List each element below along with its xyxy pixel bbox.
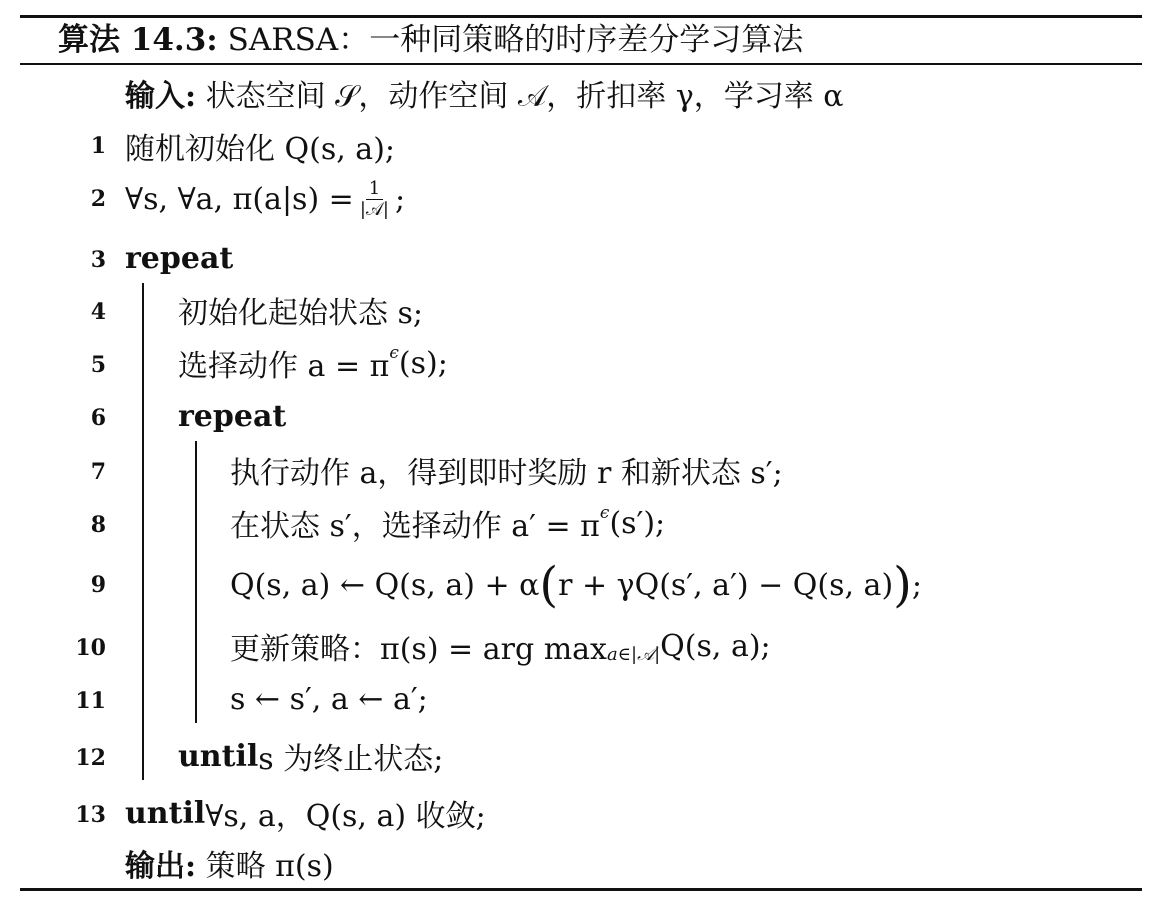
line-12: [178, 738, 444, 777]
bottom-rule: [20, 888, 1142, 891]
outer-loop-bar: [142, 283, 144, 780]
line-2-text: ∀s, ∀a, π(a|s) =: [125, 181, 354, 217]
repeat-keyword-outer: repeat: [125, 240, 234, 276]
line-9-end: ;: [911, 567, 922, 603]
line-number-4: 4: [90, 299, 106, 325]
line-8-text: 在状态 s′，选择动作 a′ = π: [230, 509, 600, 544]
input-text: 状态空间 𝒮，动作空间 𝒜，折扣率 γ，学习率 α: [205, 79, 844, 114]
line-11: [230, 681, 428, 717]
line-number-6: 6: [90, 405, 106, 431]
line-5-end: (s);: [398, 345, 448, 381]
epsilon-superscript: ϵ: [599, 503, 610, 523]
line-number-12: 12: [75, 745, 106, 771]
line-number-13: 13: [75, 802, 106, 828]
line-5-text: 选择动作 a = π: [178, 349, 390, 384]
line-1: [125, 128, 395, 167]
line-number-5: 5: [90, 352, 106, 378]
algorithm-title: [58, 20, 803, 60]
line-3: [125, 240, 233, 276]
line-6: [178, 398, 286, 434]
line-4: [178, 292, 424, 331]
line-2: [125, 176, 405, 222]
input-line: [125, 76, 844, 114]
big-close-paren: ): [893, 557, 912, 613]
line-8: [230, 503, 666, 544]
line-7: [230, 452, 783, 491]
until-keyword-outer: until: [125, 795, 206, 831]
line-number-2: 2: [90, 186, 106, 212]
fraction-numerator: 1: [366, 179, 383, 200]
line-13: [125, 795, 486, 834]
line-number-7: 7: [90, 459, 106, 485]
top-rule: [20, 15, 1142, 18]
algorithm-label: 算法 14.3:: [58, 22, 218, 58]
big-open-paren: (: [539, 557, 559, 613]
input-label: 输入:: [125, 79, 197, 114]
fraction-denominator: |𝒜|: [359, 198, 389, 220]
line-12-text: s 为终止状态;: [258, 742, 444, 777]
line-number-9: 9: [90, 572, 106, 598]
line-number-11: 11: [75, 688, 106, 714]
line-4-text: 初始化起始状态 s;: [178, 296, 424, 331]
algorithm-name: SARSA：一种同策略的时序差分学习算法: [227, 22, 804, 58]
argmax-subscript: a∈|𝒜|: [606, 643, 661, 665]
line-number-3: 3: [90, 247, 106, 273]
header-rule: [20, 63, 1142, 65]
line-13-text: ∀s, a，Q(s, a) 收敛;: [205, 799, 486, 834]
line-9-text: Q(s, a) ← Q(s, a) + α: [230, 567, 540, 603]
output-line: [125, 845, 334, 884]
until-keyword-inner: until: [178, 738, 259, 774]
line-7-text: 执行动作 a，得到即时奖励 r 和新状态 s′;: [230, 456, 783, 491]
epsilon-superscript: ϵ: [389, 343, 399, 363]
line-number-1: 1: [90, 133, 106, 159]
line-5: [178, 343, 448, 384]
inner-loop-bar: [195, 441, 197, 723]
line-number-10: 10: [75, 635, 106, 661]
line-9: [230, 556, 922, 614]
line-9-inner: r + γQ(s′, a′) − Q(s, a): [558, 567, 894, 603]
line-10-end: Q(s, a);: [660, 628, 771, 664]
line-11-text: s ← s′, a ← a′;: [230, 681, 428, 717]
output-text: 策略 π(s): [205, 849, 334, 884]
output-label: 输出:: [125, 849, 197, 884]
line-10-text: 更新策略：π(s) = arg max: [230, 632, 607, 667]
line-2-end: ;: [395, 181, 406, 217]
fraction: [357, 179, 392, 220]
line-number-8: 8: [90, 512, 106, 538]
line-1-text: 随机初始化 Q(s, a);: [125, 132, 395, 167]
line-10: [230, 626, 771, 666]
repeat-keyword-inner: repeat: [178, 398, 287, 434]
line-8-end: (s′);: [609, 505, 666, 541]
